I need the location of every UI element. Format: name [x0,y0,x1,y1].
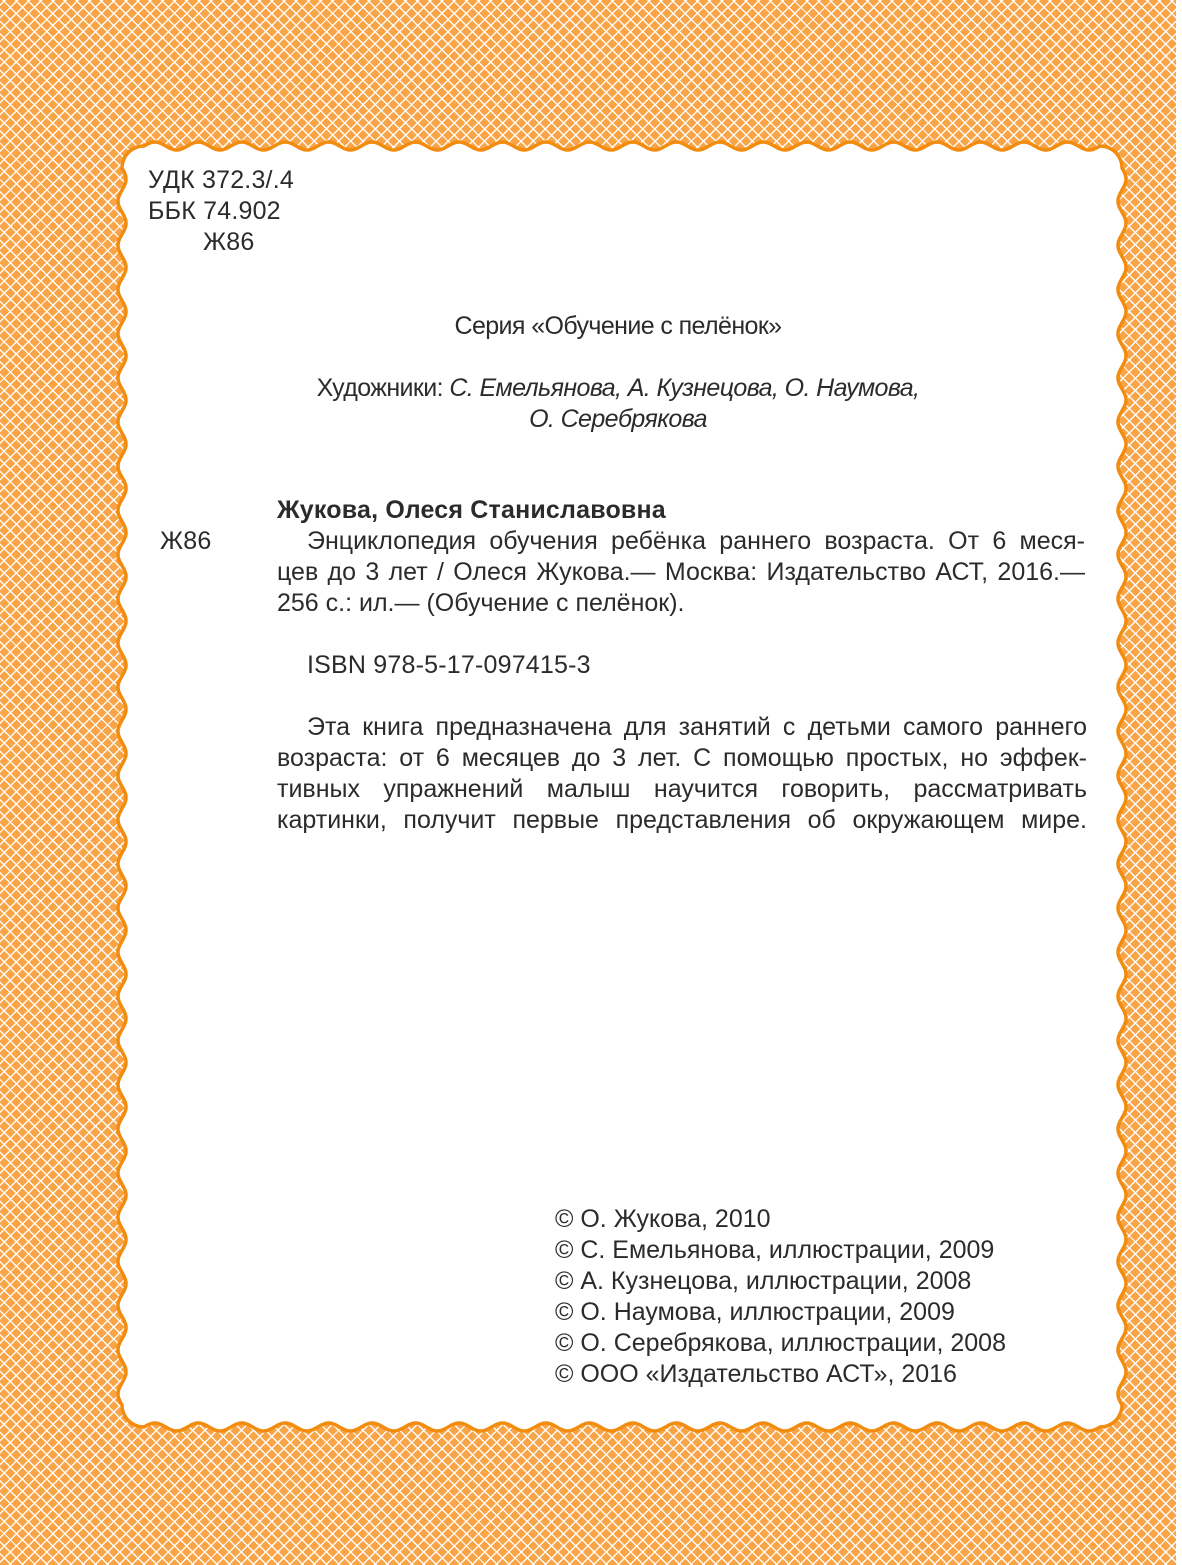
copyright-line: © А. Кузнецова, иллюстрации, 2008 [555,1267,972,1295]
copyright-line: © О. Серебрякова, иллюстрации, 2008 [555,1329,1006,1357]
author-mark: Ж86 [203,228,255,256]
annotation-line: картинки, получит первые представления об окружающем мире. [277,806,1087,834]
annotation-line: возраста: от 6 месяцев до 3 лет. С помощью простых, но эффек- [277,744,1087,772]
artists-credit [0,373,1182,435]
copyright-line: © С. Емельянова, иллюстрации, 2009 [555,1236,995,1264]
artists-names-line1: С. Емельянова, А. Кузнецова, О. Наумова, [449,374,920,402]
bibliographic-description [277,526,1085,619]
annotation [277,712,1087,836]
artists-label: Художники: [316,374,450,402]
bbk-code: ББК 74.902 [148,197,281,225]
biblio-author-mark: Ж86 [160,527,212,555]
artists-names-line2: О. Серебрякова [529,405,707,433]
copyright-notices [555,1204,1006,1390]
biblio-line: 256 с.: ил.— (Обучение с пелёнок). [277,589,685,617]
author-heading: Жукова, Олеся Станиславовна [277,496,666,524]
biblio-line: Энциклопедия обучения ребёнка раннего возраста. От 6 меся- [307,527,1085,555]
isbn: ISBN 978-5-17-097415-3 [307,651,591,679]
annotation-line: Эта книга предназначена для занятий с детьми самого раннего [307,713,1087,741]
copyright-line: © О. Наумова, иллюстрации, 2009 [555,1298,955,1326]
copyright-line: © ООО «Издательство АСТ», 2016 [555,1360,957,1388]
udc-code: УДК 372.3/.4 [148,166,294,194]
biblio-line: цев до 3 лет / Олеся Жукова.— Москва: Издательство АСТ, 2016.— [277,558,1085,586]
copyright-line: © О. Жукова, 2010 [555,1205,771,1233]
annotation-line: тивных упражнений малыш научится говорить, рассматривать [277,775,1087,803]
classification-index [148,165,294,258]
series-title: Серия «Обучение с пелёнок» [454,312,782,340]
